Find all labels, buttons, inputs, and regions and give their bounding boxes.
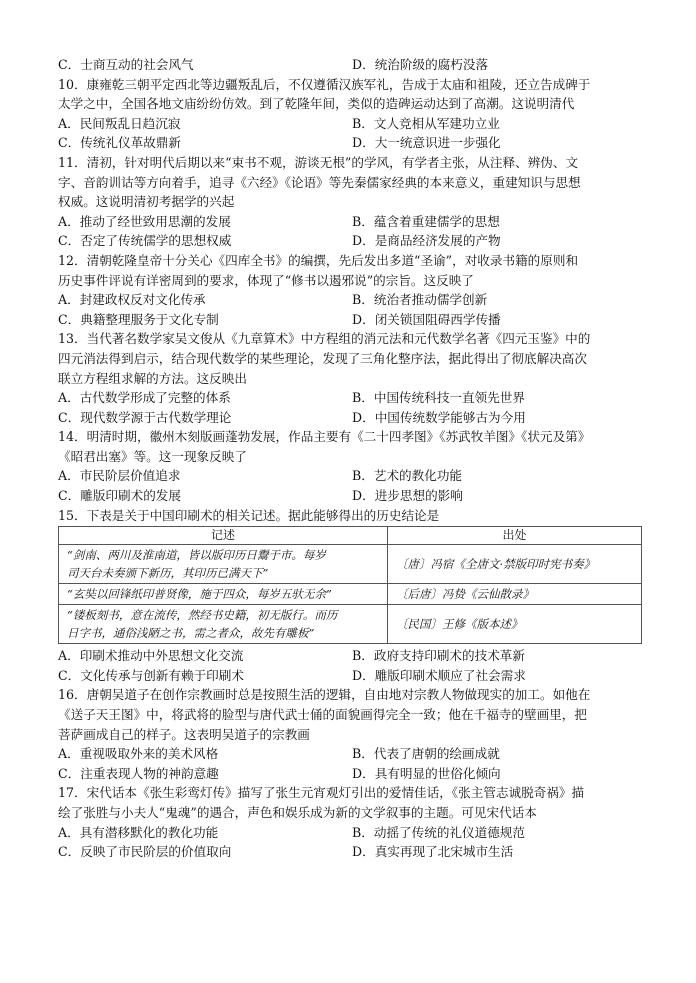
record-cell: [59, 584, 388, 605]
q16-option-d: D．具有明显的世俗化倾向: [352, 765, 501, 781]
q11-option-d: D．是商品经济发展的产物: [352, 233, 501, 249]
q10-stem-line: 10．康雍乾三朝平定西北等边疆叛乱后，不仅遵循汉族军礼，告成于太庙和祖陵，还立告成碑于: [58, 76, 591, 92]
q15-option-a: A．印刷术推动中外思想文化交流: [58, 648, 244, 664]
q13-option-d: D．中国传统数学能够古为今用: [352, 409, 526, 425]
question-10: [58, 75, 642, 153]
question-13: [58, 329, 642, 427]
record-cell: [59, 545, 388, 584]
q14-option-c: C．雕版印刷术的发展: [58, 488, 181, 504]
record-line: “玄奘以回锋纸印普贤像，施于四众，每岁五驮无余”: [67, 587, 332, 602]
q13-stem-line: 13．当代著名数学家吴文俊从《九章算术》中方程组的消元法和元代数学名著《四元玉鉴》中的: [58, 331, 591, 347]
q17-options-row: [58, 842, 642, 862]
q16-stem-line: 菩萨画成自己的样子。这表明吴道子的宗教画: [58, 726, 310, 742]
q16-option-b: B．代表了唐朝的绘画成就: [352, 746, 500, 762]
q16-option-a: A．重视吸取外来的美术风格: [58, 746, 219, 762]
q11-options-row: [58, 212, 642, 232]
table-row: [59, 605, 642, 644]
record-line: “镂板刻书，意在流传，然经书史籍，初无版行。而历: [67, 608, 338, 623]
q17-stem-line: 17．宋代话本《张生彩鸾灯传》描写了张生元宵观灯引出的爱情佳话，《张主管志诚脱奇祸》描: [58, 785, 585, 801]
record-line: “剑南、两川及淮南道，皆以版印历日鬻于市。每岁: [67, 548, 326, 563]
q12-stem-line: 历史事件评说有详密周到的要求，体现了“修书以遏邪说”的宗旨。这反映了: [58, 272, 474, 288]
q10-option-c: C．传统礼仪革故鼎新: [58, 135, 181, 151]
q17-option-d: D．真实再现了北宋城市生活: [352, 844, 514, 860]
q17-stem-line: 绘了张胜与小夫人“鬼魂”的遇合，声色和娱乐成为新的文学叙事的主题。可见宋代话本: [58, 805, 537, 820]
source-cell: 〔后唐〕冯贽《云仙散录》: [388, 584, 642, 605]
table-row: [59, 584, 642, 605]
q17-option-b: B．动摇了传统的礼仪道德规范: [352, 824, 525, 840]
question-11: [58, 153, 642, 251]
q9-options-row: [58, 55, 642, 75]
q11-stem-line: 权威。这说明清初考据学的兴起: [58, 194, 235, 210]
q10-option-a: A．民间叛乱日趋沉寂: [58, 115, 181, 131]
q13-option-a: A．古代数学形成了完整的体系: [58, 390, 231, 406]
q9-option-d: D．统治阶级的腐朽没落: [352, 57, 489, 72]
question-14: [58, 427, 642, 505]
q11-option-c: C．否定了传统儒学的思想权威: [58, 233, 232, 249]
question-15: [58, 506, 642, 686]
record-cell: [59, 605, 388, 644]
printing-records-table: [58, 526, 642, 644]
q15-option-d: D．雕版印刷术顺应了社会需求: [352, 667, 526, 683]
q12-option-b: B．统治者推动儒学创新: [352, 292, 488, 308]
q12-options-row: [58, 290, 642, 310]
q12-option-a: A．封建政权反对文化传承: [58, 292, 206, 308]
q13-options-row: [58, 388, 642, 408]
q10-option-d: D．大一统意识进一步强化: [352, 135, 501, 151]
q10-stem-line: 太学之中，全国各地文庙纷纷仿效。到了乾隆年间，类似的造碑运动达到了高潮。这说明清代: [58, 96, 575, 112]
q16-stem-line: 16．唐朝吴道子在创作宗教画时总是按照生活的逻辑，自由地对宗教人物做现实的加工。如他在: [58, 687, 591, 703]
source-cell: 〔唐〕冯宿《全唐文·禁版印时宪书奏》: [388, 545, 642, 584]
q17-option-c: C．反映了市民阶层的价值取向: [58, 844, 232, 860]
q16-stem-line: 《送子天王图》中，将武将的脸型与唐代武士俑的面貌画得完全一致；他在千福寺的壁画里，把: [58, 707, 587, 723]
question-12: [58, 251, 642, 329]
q9-option-c: C．士商互动的社会风气: [58, 57, 194, 72]
q15-stem-line: 15．下表是关于中国印刷术的相关记述。据此能够得出的历史结论是: [58, 507, 440, 523]
q11-option-a: A．推动了经世致用思潮的发展: [58, 213, 231, 229]
question-16: [58, 685, 642, 783]
q14-option-a: A．市民阶层价值追求: [58, 468, 181, 484]
q11-stem-line: 11．清初，针对明代后期以来“束书不观，游谈无根”的学风，有学者主张，从注释、辨伪、文: [58, 154, 579, 170]
q13-option-b: B．中国传统科技一直领先世界: [352, 390, 525, 406]
q16-options-row: [58, 744, 642, 764]
q12-options-row: [58, 310, 642, 330]
q17-option-a: A．具有潜移默化的教化功能: [58, 824, 219, 840]
q16-options-row: [58, 764, 642, 784]
q13-stem-line: 四元消法得到启示，结合现代数学的某些理论，发现了三角化整序法，据此得出了彻底解决高次: [58, 350, 587, 366]
q13-option-c: C．现代数学源于古代数学理论: [58, 409, 232, 425]
q10-option-b: B．文人竞相从军建功立业: [352, 115, 500, 131]
q14-stem-line: 14．明清时期，徽州木刻版画蓬勃发展，作品主要有《二十四孝图》《苏武牧羊图》《状元及第》: [58, 429, 591, 445]
q11-options-row: [58, 231, 642, 251]
header-record: 记述: [59, 527, 388, 545]
exam-page: [58, 55, 642, 862]
q11-stem-line: 字、音韵训诂等方向着手，追寻《六经》《论语》等先秦儒家经典的本来意义，重建知识与思想: [58, 174, 581, 190]
q14-options-row: [58, 466, 642, 486]
q15-options-row: [58, 646, 642, 666]
q11-option-b: B．蕴含着重建儒学的思想: [352, 213, 500, 229]
record-line: 日字书，通俗浅陋之书，需之者众，故先有雕板”: [67, 626, 315, 641]
q14-option-d: D．进步思想的影响: [352, 488, 463, 504]
q14-stem-line: 《昭君出塞》等。这一现象反映了: [58, 448, 247, 464]
table-row: [59, 545, 642, 584]
q12-option-d: D．闭关锁国阻碍西学传播: [352, 311, 501, 327]
q15-option-c: C．文化传承与创新有赖于印刷术: [58, 667, 244, 683]
q15-option-b: B．政府支持印刷术的技术革新: [352, 648, 525, 664]
q16-option-c: C．注重表现人物的神韵意趣: [58, 765, 219, 781]
question-17: [58, 783, 642, 861]
q12-stem-line: 12．清朝乾隆皇帝十分关心《四库全书》的编撰，先后发出多道“圣谕”，对收录书籍的原则和: [58, 252, 579, 268]
q13-stem-line: 联立方程组求解的方法。这反映出: [58, 370, 247, 386]
q13-options-row: [58, 408, 642, 428]
q14-option-b: B．艺术的教化功能: [352, 468, 463, 484]
source-cell: 〔民国〕王修《版本述》: [388, 605, 642, 644]
q15-options-row: [58, 666, 642, 686]
q10-options-row: [58, 133, 642, 153]
q10-options-row: [58, 114, 642, 134]
q17-options-row: [58, 823, 642, 843]
q14-options-row: [58, 486, 642, 506]
header-source: 出处: [388, 527, 642, 545]
q12-option-c: C．典籍整理服务于文化专制: [58, 311, 219, 327]
table-header-row: [59, 527, 642, 545]
record-line: 司天台未奏颁下新历，其印历已满天下”: [67, 566, 269, 581]
